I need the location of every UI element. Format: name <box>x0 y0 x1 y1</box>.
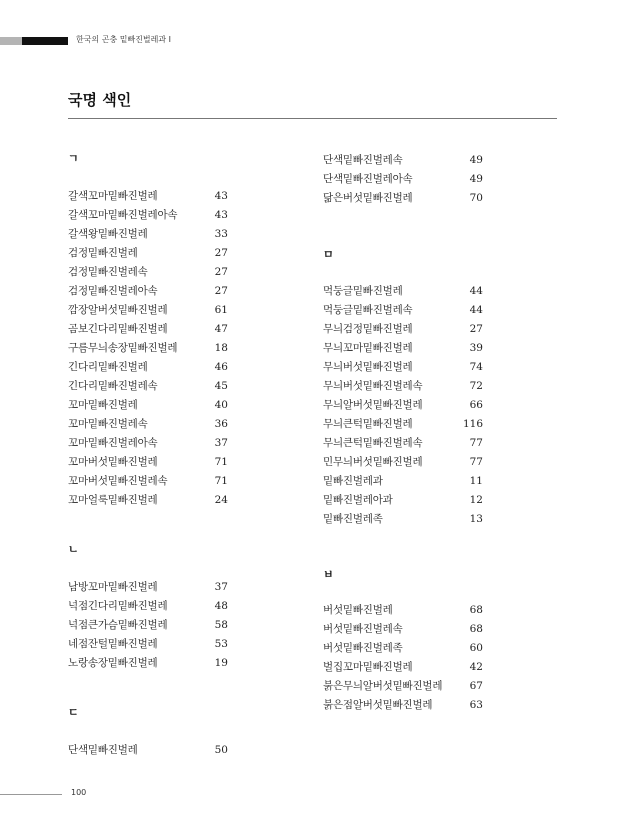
index-entry <box>323 696 483 714</box>
section-heading: ㅁ <box>323 248 334 261</box>
entry-page: 74 <box>469 361 483 373</box>
entry-name: 단색밑빠진벌레 <box>68 744 138 756</box>
index-entry <box>323 510 483 528</box>
index-entry <box>68 635 228 653</box>
entry-page: 40 <box>214 399 228 411</box>
entry-name: 단색밑빠진벌레아속 <box>323 173 413 185</box>
index-entry <box>323 677 483 695</box>
entry-page: 71 <box>214 475 228 487</box>
entry-page: 27 <box>214 247 228 259</box>
entry-name: 갈색왕밑빠진벌레 <box>68 228 148 240</box>
index-entry <box>323 320 483 338</box>
index-entry <box>68 491 228 509</box>
index-entry <box>68 187 228 205</box>
entry-name: 남방꼬마밑빠진벌레 <box>68 581 158 593</box>
entry-page: 66 <box>469 399 483 411</box>
entry-page: 46 <box>214 361 228 373</box>
entry-page: 72 <box>469 380 483 392</box>
index-entry <box>68 263 228 281</box>
entry-page: 43 <box>214 209 228 221</box>
entry-name: 넉점긴다리밑빠진벌레 <box>68 600 168 612</box>
entry-page: 50 <box>214 744 228 756</box>
index-entry <box>68 654 228 672</box>
index-entry <box>68 206 228 224</box>
entry-page: 13 <box>469 513 483 525</box>
entry-name: 꼬마버섯밑빠진벌레속 <box>68 475 168 487</box>
entry-page: 19 <box>214 657 228 669</box>
section-heading: ㅂ <box>323 568 334 581</box>
entry-page: 37 <box>214 437 228 449</box>
entry-page: 12 <box>469 494 483 506</box>
entry-name: 닮은버섯밑빠진벌레 <box>323 192 413 204</box>
entry-name: 무늬알버섯밑빠진벌레 <box>323 399 423 411</box>
entry-name: 버섯밑빠진벌레족 <box>323 642 403 654</box>
entry-page: 49 <box>469 173 483 185</box>
entry-name: 꼬마밑빠진벌레속 <box>68 418 148 430</box>
index-entry <box>68 320 228 338</box>
entry-name: 먹둥글밑빠진벌레속 <box>323 304 413 316</box>
index-entry <box>323 358 483 376</box>
entry-page: 44 <box>469 285 483 297</box>
index-entry <box>68 578 228 596</box>
index-entry <box>68 415 228 433</box>
entry-page: 71 <box>214 456 228 468</box>
entry-page: 61 <box>214 304 228 316</box>
page-number: 100 <box>71 788 87 797</box>
entry-name: 먹둥글밑빠진벌레 <box>323 285 403 297</box>
entry-page: 60 <box>469 642 483 654</box>
entry-name: 붉은점알버섯밑빠진벌레 <box>323 699 433 711</box>
entry-page: 39 <box>469 342 483 354</box>
index-entry <box>323 620 483 638</box>
entry-page: 18 <box>214 342 228 354</box>
entry-name: 갈색꼬마밑빠진벌레 <box>68 190 158 202</box>
index-entry <box>68 453 228 471</box>
entry-name: 네점잔털밑빠진벌레 <box>68 638 158 650</box>
index-entry <box>323 151 483 169</box>
entry-page: 47 <box>214 323 228 335</box>
index-entry <box>68 282 228 300</box>
index-entry <box>68 396 228 414</box>
entry-page: 58 <box>214 619 228 631</box>
header-bar-black <box>22 37 68 45</box>
entry-name: 꼬마얼룩밑빠진벌레 <box>68 494 158 506</box>
title-rule <box>68 118 557 119</box>
index-entry <box>68 225 228 243</box>
header-bar-gray <box>0 37 22 45</box>
section-heading: ㄷ <box>68 706 79 719</box>
entry-page: 42 <box>469 661 483 673</box>
entry-page: 53 <box>214 638 228 650</box>
entry-name: 버섯밑빠진벌레 <box>323 604 393 616</box>
index-entry <box>68 377 228 395</box>
index-entry <box>68 434 228 452</box>
index-entry <box>323 415 483 433</box>
entry-page: 27 <box>214 285 228 297</box>
entry-name: 무늬버섯밑빠진벌레속 <box>323 380 423 392</box>
entry-name: 깜장알버섯밑빠진벌레 <box>68 304 168 316</box>
index-entry <box>68 616 228 634</box>
entry-name: 붉은무늬알버섯밑빠진벌레 <box>323 680 443 692</box>
entry-name: 꼬마밑빠진벌레 <box>68 399 138 411</box>
section-heading: ㄴ <box>68 543 79 556</box>
entry-name: 검정밑빠진벌레속 <box>68 266 148 278</box>
entry-name: 무늬큰턱밑빠진벌레 <box>323 418 413 430</box>
entry-page: 27 <box>469 323 483 335</box>
entry-name: 단색밑빠진벌레속 <box>323 154 403 166</box>
entry-name: 밑빠진벌레아과 <box>323 494 393 506</box>
index-entry <box>323 170 483 188</box>
index-entry <box>68 244 228 262</box>
entry-page: 36 <box>214 418 228 430</box>
entry-page: 44 <box>469 304 483 316</box>
page-title: 국명 색인 <box>68 91 132 109</box>
entry-page: 48 <box>214 600 228 612</box>
running-head: 한국의 곤충 밑빠진벌레과 I <box>76 35 171 44</box>
entry-page: 27 <box>214 266 228 278</box>
entry-page: 11 <box>469 475 483 487</box>
entry-page: 68 <box>469 604 483 616</box>
entry-name: 검정밑빠진벌레 <box>68 247 138 259</box>
entry-name: 갈색꼬마밑빠진벌레아속 <box>68 209 178 221</box>
entry-name: 벌집꼬마밑빠진벌레 <box>323 661 413 673</box>
index-entry <box>323 434 483 452</box>
entry-page: 67 <box>469 680 483 692</box>
entry-name: 민무늬버섯밑빠진벌레 <box>323 456 423 468</box>
index-entry <box>68 339 228 357</box>
entry-name: 구름무늬송장밑빠진벌레 <box>68 342 178 354</box>
index-entry <box>323 639 483 657</box>
index-entry <box>68 597 228 615</box>
entry-name: 긴다리밑빠진벌레 <box>68 361 148 373</box>
footer-rule <box>0 794 62 795</box>
index-entry <box>323 472 483 490</box>
index-entry <box>323 189 483 207</box>
index-entry <box>68 472 228 490</box>
entry-name: 무늬검정밑빠진벌레 <box>323 323 413 335</box>
entry-name: 곰보긴다리밑빠진벌레 <box>68 323 168 335</box>
index-entry <box>323 453 483 471</box>
index-entry <box>323 377 483 395</box>
entry-name: 밑빠진벌레과 <box>323 475 383 487</box>
entry-page: 63 <box>469 699 483 711</box>
entry-page: 37 <box>214 581 228 593</box>
entry-name: 긴다리밑빠진벌레속 <box>68 380 158 392</box>
entry-page: 24 <box>214 494 228 506</box>
entry-page: 49 <box>469 154 483 166</box>
entry-name: 밑빠진벌레족 <box>323 513 383 525</box>
entry-name: 검정밑빠진벌레아속 <box>68 285 158 297</box>
entry-name: 꼬마밑빠진벌레아속 <box>68 437 158 449</box>
section-heading: ㄱ <box>68 152 79 165</box>
index-entry <box>323 491 483 509</box>
entry-page: 70 <box>469 192 483 204</box>
entry-page: 77 <box>469 437 483 449</box>
entry-page: 116 <box>462 418 483 430</box>
entry-name: 무늬버섯밑빠진벌레 <box>323 361 413 373</box>
entry-page: 33 <box>214 228 228 240</box>
index-entry <box>68 358 228 376</box>
index-entry <box>323 396 483 414</box>
index-entry <box>323 282 483 300</box>
entry-name: 버섯밑빠진벌레속 <box>323 623 403 635</box>
index-entry <box>68 301 228 319</box>
entry-name: 노랑송장밑빠진벌레 <box>68 657 158 669</box>
entry-page: 68 <box>469 623 483 635</box>
entry-page: 77 <box>469 456 483 468</box>
entry-name: 꼬마버섯밑빠진벌레 <box>68 456 158 468</box>
index-entry <box>323 339 483 357</box>
entry-name: 넉점큰가슴밑빠진벌레 <box>68 619 168 631</box>
entry-name: 무늬꼬마밑빠진벌레 <box>323 342 413 354</box>
entry-page: 43 <box>214 190 228 202</box>
index-entry <box>323 658 483 676</box>
entry-name: 무늬큰턱밑빠진벌레속 <box>323 437 423 449</box>
index-entry <box>68 741 228 759</box>
index-entry <box>323 301 483 319</box>
index-entry <box>323 601 483 619</box>
entry-page: 45 <box>214 380 228 392</box>
